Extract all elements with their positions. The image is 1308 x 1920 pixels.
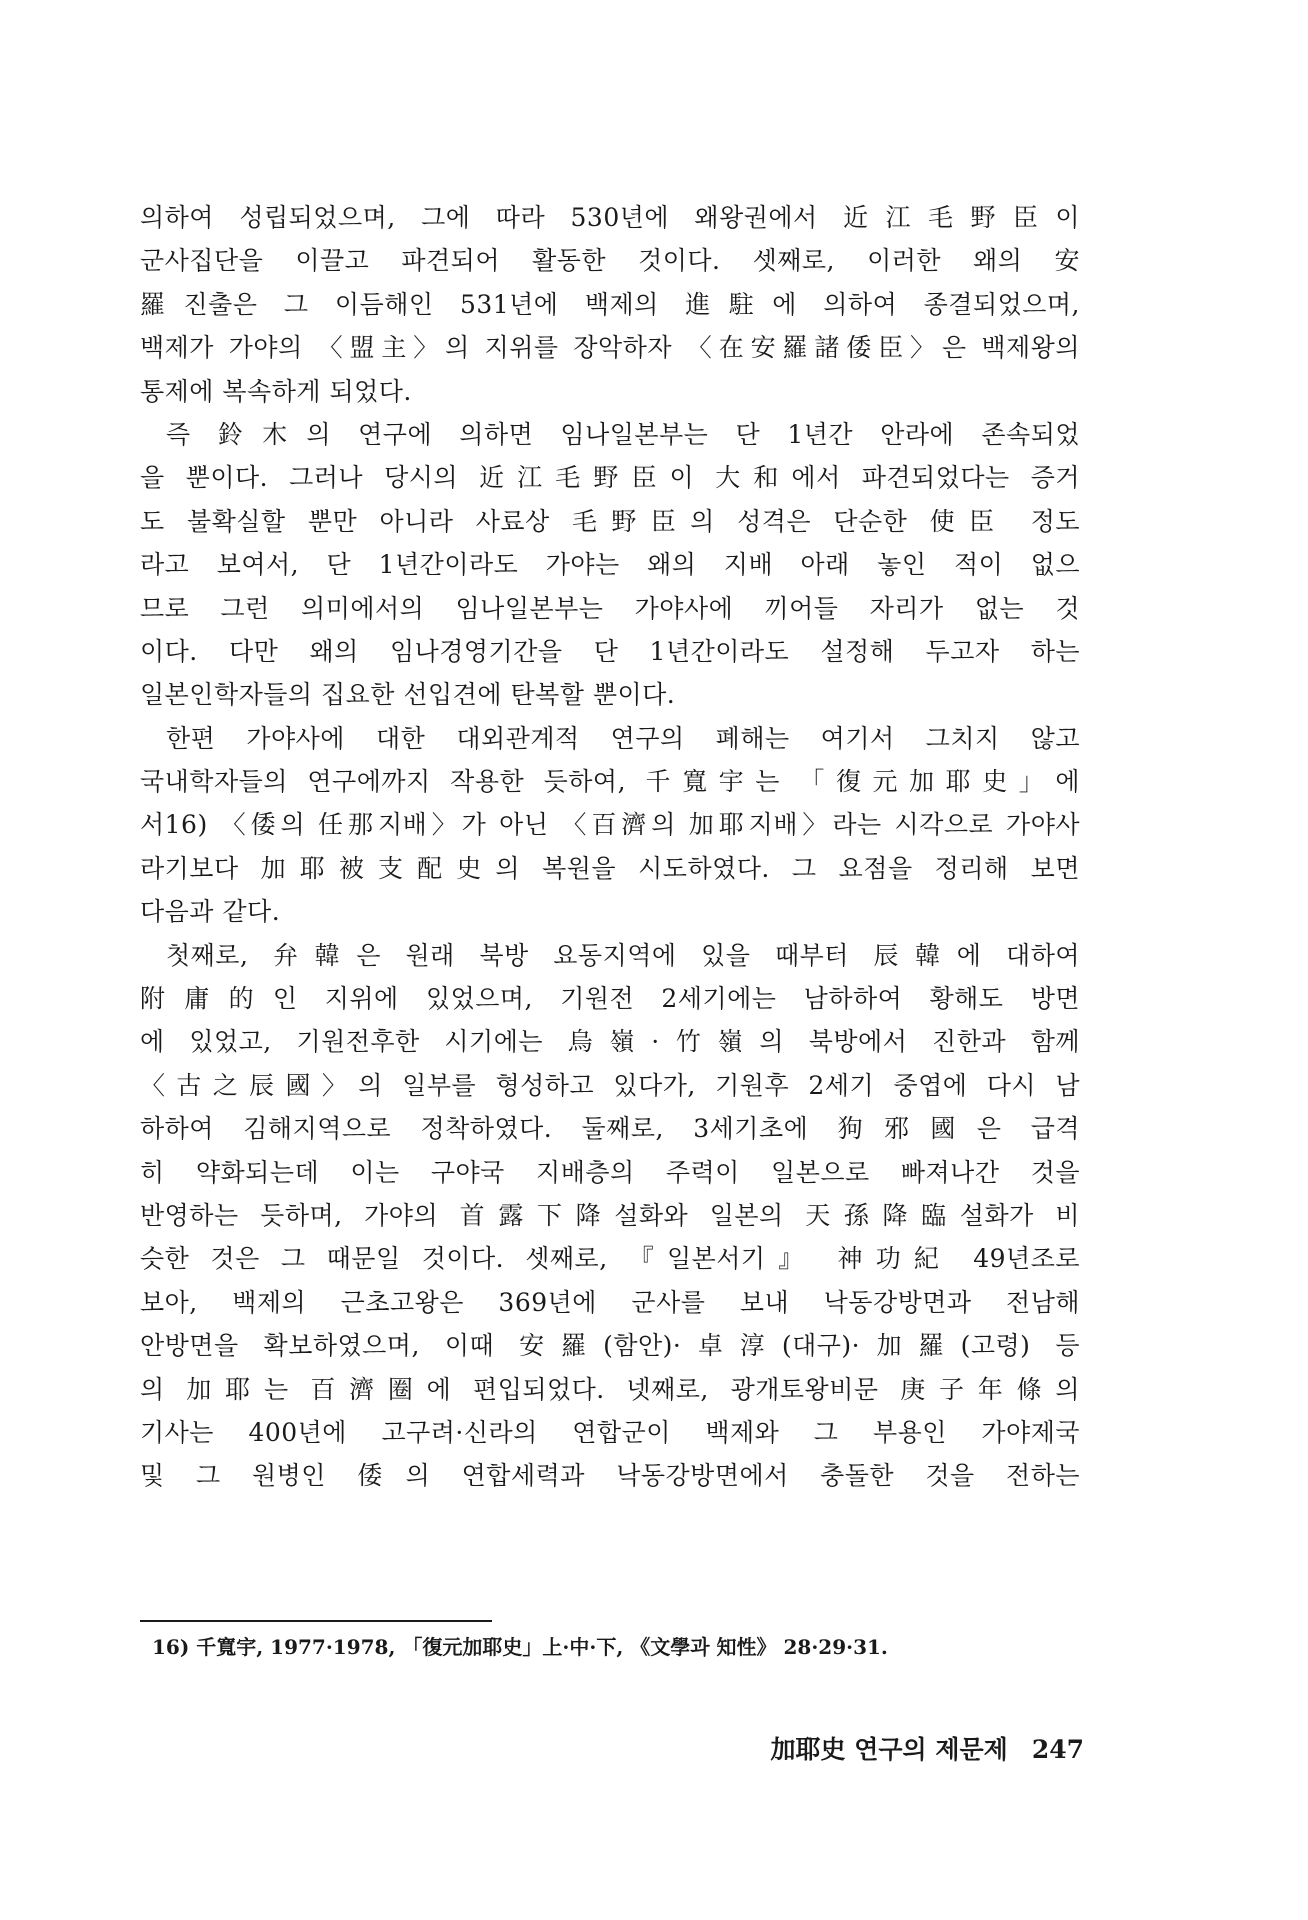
text-line: 기사는 400년에 고구려·신라의 연합군이 백제와 그 부용인 가야제국 [140,1417,1080,1447]
text-line: 첫째로, 弁韓은 원래 북방 요동지역에 있을 때부터 辰韓에 대하여 [166,940,1080,970]
footnote-divider [140,1620,492,1622]
text-line: 슷한 것은 그 때문일 것이다. 셋째로, 『일본서기』 神功紀 49년조로 [140,1244,1080,1274]
text-line: 이다. 다만 왜의 임나경영기간을 단 1년간이라도 설정해 두고자 하는 [140,636,1080,666]
text-line: 을 뿐이다. 그러나 당시의 近江毛野臣이 大和에서 파견되었다는 증거 [140,463,1080,493]
text-line: 국내학자들의 연구에까지 작용한 듯하여, 千寬宇는 「復元加耶史」에 [140,767,1080,797]
footnote: 16) 千寬宇, 1977·1978, 「復元加耶史」上·中·下, 《文學과 知性》 28·29·31. [152,1635,888,1659]
text-line: 므로 그런 의미에서의 임나일본부는 가야사에 끼어들 자리가 없는 것 [140,593,1080,623]
text-line: 도 불확실할 뿐만 아니라 사료상 毛野臣의 성격은 단순한 使臣 정도 [140,506,1080,536]
running-title: 加耶史 연구의 제문제 [770,1735,1008,1764]
text-line: 안방면을 확보하였으며, 이때 安羅(함안)·卓淳(대구)·加羅(고령) 등 [140,1331,1080,1361]
page-number: 247 [1031,1735,1084,1764]
text-line: 일본인학자들의 집요한 선입견에 탄복할 뿐이다. [140,680,676,710]
text-line: 반영하는 듯하며, 가야의 首露下降설화와 일본의 天孫降臨설화가 비 [140,1200,1080,1230]
text-line: 附庸的인 지위에 있었으며, 기원전 2세기에는 남하하여 황해도 방면 [140,984,1080,1014]
running-footer [771,1730,1085,1770]
text-line: 즉 鈴木의 연구에 의하면 임나일본부는 단 1년간 안라에 존속되었 [166,419,1080,449]
text-line: 한편 가야사에 대한 대외관계적 연구의 폐해는 여기서 그치지 않고 [166,723,1080,753]
text-line: 군사집단을 이끌고 파견되어 활동한 것이다. 셋째로, 이러한 왜의 安 [140,246,1080,276]
text-line: 보아, 백제의 근초고왕은 369년에 군사를 보내 낙동강방면과 전남해 [140,1287,1080,1317]
text-line: 羅진출은 그 이듬해인 531년에 백제의 進駐에 의하여 종결되었으며, [140,289,1080,319]
body-text [140,196,1080,1498]
text-line: 및 그 원병인 倭의 연합세력과 낙동강방면에서 충돌한 것을 전하는 [140,1461,1080,1491]
text-line: 서16) 〈倭의 任那지배〉가 아닌 〈百濟의 加耶지배〉라는 시각으로 가야사 [140,810,1080,840]
text-line: 의하여 성립되었으며, 그에 따라 530년에 왜왕권에서 近江毛野臣이 [140,203,1080,232]
text-line: 에 있었고, 기원전후한 시기에는 烏嶺·竹嶺의 북방에서 진한과 함께 [140,1027,1080,1057]
text-line: 다음과 같다. [140,897,281,927]
text-line: 라고 보여서, 단 1년간이라도 가야는 왜의 지배 아래 놓인 적이 없으 [140,550,1080,580]
text-line: 백제가 가야의 〈盟主〉의 지위를 장악하자 〈在安羅諸倭臣〉은 백제왕의 [140,333,1080,363]
text-line: 통제에 복속하게 되었다. [140,376,412,406]
paragraph [140,413,1080,717]
text-line: 라기보다 加耶被支配史의 복원을 시도하였다. 그 요점을 정리해 보면 [140,853,1080,883]
text-line: 의 加耶는 百濟圈에 편입되었다. 넷째로, 광개토왕비문 庚子年條의 [140,1374,1080,1404]
text-line: 히 약화되는데 이는 구야국 지배층의 주력이 일본으로 빠져나간 것을 [140,1157,1080,1187]
text-line: 〈古之辰國〉의 일부를 형성하고 있다가, 기원후 2세기 중엽에 다시 남 [140,1070,1080,1100]
text-line: 하하여 김해지역으로 정착하였다. 둘째로, 3세기초에 狗邪國은 급격 [140,1114,1080,1144]
paragraph [140,934,1080,1498]
paragraph [140,196,1080,413]
paragraph [140,717,1080,934]
